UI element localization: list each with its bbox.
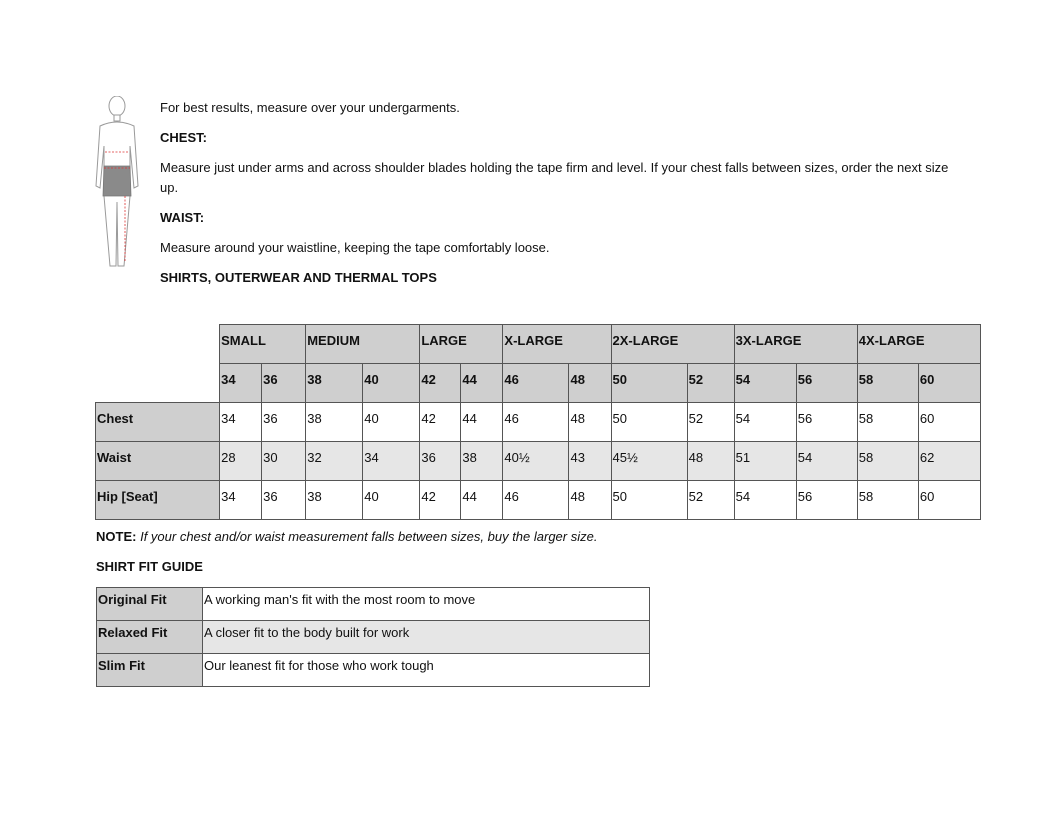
table-cell: 32	[306, 442, 363, 481]
size-table	[95, 324, 981, 520]
table-cell: 42	[420, 481, 461, 520]
group-header: SMALL	[220, 325, 306, 364]
body-measurement-figure-icon	[94, 96, 140, 270]
fit-description: A closer fit to the body built for work	[203, 621, 650, 654]
note-label: NOTE:	[96, 529, 137, 544]
table-cell: 42	[420, 403, 461, 442]
row-label: Hip [Seat]	[96, 481, 220, 520]
size-number: 42	[420, 364, 461, 403]
table-cell: 54	[734, 481, 796, 520]
size-number: 48	[569, 364, 611, 403]
fit-description: A working man's fit with the most room to move	[203, 588, 650, 621]
table-cell: 51	[734, 442, 796, 481]
fit-label: Relaxed Fit	[97, 621, 203, 654]
row-label: Chest	[96, 403, 220, 442]
waist-heading: WAIST:	[160, 210, 205, 225]
table-cell: 40½	[503, 442, 569, 481]
table-cell: 60	[918, 403, 980, 442]
table-cell: 40	[363, 481, 420, 520]
chest-text: Measure just under arms and across shoulder blades holding the tape firm and level. If your chest falls between sizes, order the next size up.	[160, 160, 949, 195]
waist-text: Measure around your waistline, keeping the tape comfortably loose.	[160, 240, 550, 255]
table-cell: 54	[734, 403, 796, 442]
group-header: LARGE	[420, 325, 503, 364]
fit-guide-table	[96, 587, 650, 687]
table-cell: 50	[611, 481, 687, 520]
table-cell: 56	[796, 403, 857, 442]
table-cell: 43	[569, 442, 611, 481]
section-title: SHIRTS, OUTERWEAR AND THERMAL TOPS	[160, 270, 437, 285]
table-cell: 62	[918, 442, 980, 481]
size-number: 38	[306, 364, 363, 403]
table-row	[96, 403, 981, 442]
size-number: 56	[796, 364, 857, 403]
fit-guide-title: SHIRT FIT GUIDE	[96, 559, 203, 574]
size-number: 54	[734, 364, 796, 403]
table-row	[97, 588, 650, 621]
size-group-row	[96, 325, 981, 364]
table-cell: 45½	[611, 442, 687, 481]
size-number: 36	[262, 364, 306, 403]
table-cell: 52	[687, 481, 734, 520]
table-cell: 28	[220, 442, 262, 481]
table-cell: 46	[503, 481, 569, 520]
table-row	[96, 442, 981, 481]
row-label: Waist	[96, 442, 220, 481]
table-cell: 48	[569, 481, 611, 520]
table-cell: 60	[918, 481, 980, 520]
chest-heading: CHEST:	[160, 130, 207, 145]
size-number: 34	[220, 364, 262, 403]
intro-line: For best results, measure over your undergarments.	[160, 100, 460, 115]
note	[96, 529, 597, 544]
table-cell: 56	[796, 481, 857, 520]
fit-label: Original Fit	[97, 588, 203, 621]
table-cell: 44	[461, 403, 503, 442]
table-cell: 48	[569, 403, 611, 442]
table-cell: 58	[857, 442, 918, 481]
note-text: If your chest and/or waist measurement falls between sizes, buy the larger size.	[140, 529, 598, 544]
table-row	[97, 621, 650, 654]
intro-section	[160, 98, 960, 288]
table-cell: 58	[857, 403, 918, 442]
fit-description: Our leanest fit for those who work tough	[203, 654, 650, 687]
size-number: 58	[857, 364, 918, 403]
fit-label: Slim Fit	[97, 654, 203, 687]
table-cell: 52	[687, 403, 734, 442]
table-cell: 54	[796, 442, 857, 481]
table-cell: 38	[306, 403, 363, 442]
table-cell: 36	[262, 403, 306, 442]
table-cell: 36	[420, 442, 461, 481]
size-number: 60	[918, 364, 980, 403]
size-number: 46	[503, 364, 569, 403]
table-cell: 34	[220, 481, 262, 520]
group-header: X-LARGE	[503, 325, 611, 364]
group-header: MEDIUM	[306, 325, 420, 364]
table-cell: 44	[461, 481, 503, 520]
table-row	[96, 481, 981, 520]
group-header: 4X-LARGE	[857, 325, 980, 364]
table-cell: 34	[363, 442, 420, 481]
table-cell: 36	[262, 481, 306, 520]
size-number: 52	[687, 364, 734, 403]
table-cell: 48	[687, 442, 734, 481]
group-header: 3X-LARGE	[734, 325, 857, 364]
table-cell: 38	[461, 442, 503, 481]
size-number: 50	[611, 364, 687, 403]
table-row	[97, 654, 650, 687]
table-cell: 40	[363, 403, 420, 442]
size-number: 44	[461, 364, 503, 403]
table-cell: 30	[262, 442, 306, 481]
group-header: 2X-LARGE	[611, 325, 734, 364]
table-cell: 46	[503, 403, 569, 442]
table-cell: 34	[220, 403, 262, 442]
table-cell: 38	[306, 481, 363, 520]
table-cell: 50	[611, 403, 687, 442]
size-number: 40	[363, 364, 420, 403]
size-number-row	[96, 364, 981, 403]
table-cell: 58	[857, 481, 918, 520]
